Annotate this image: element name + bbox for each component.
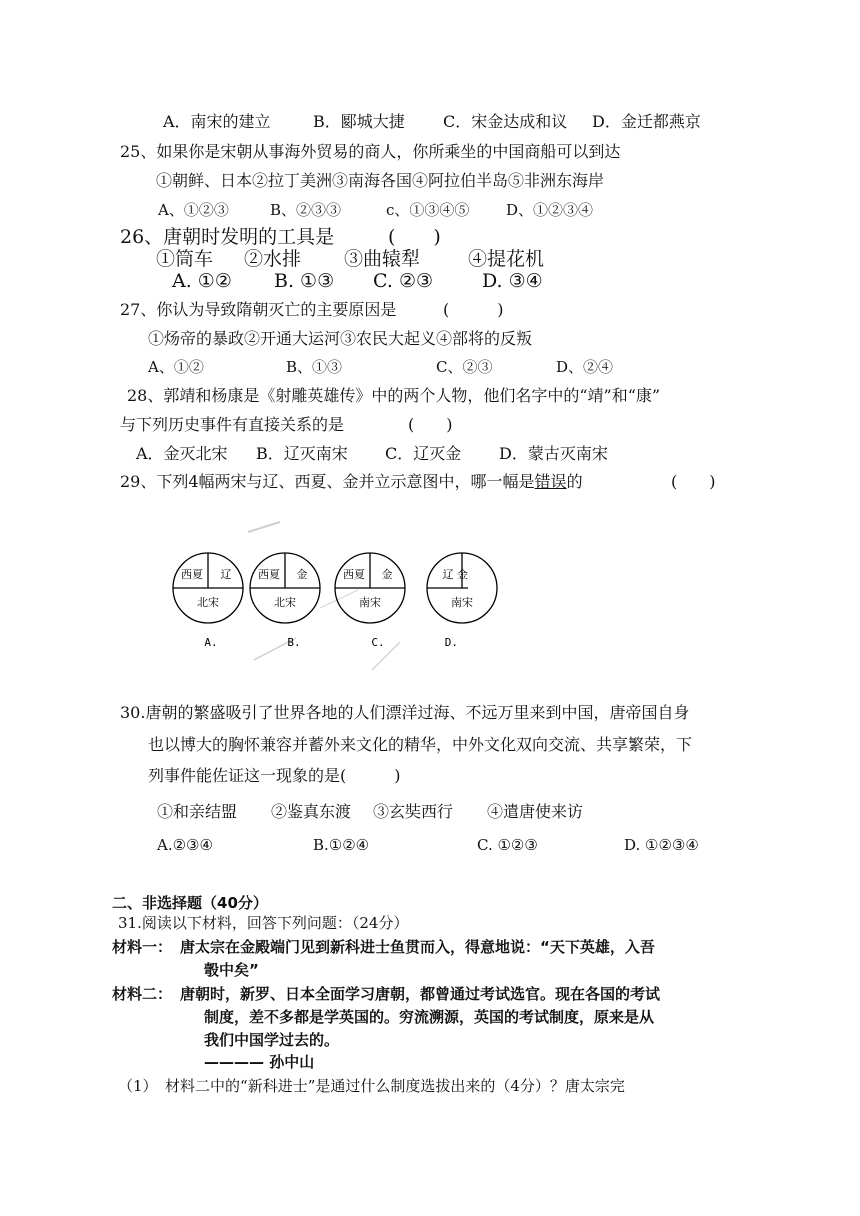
map-d-bottom: 南宋 <box>451 596 473 609</box>
q28-option-c: C．辽灭金 <box>385 444 462 463</box>
q30-text-2: 也以博大的胸怀兼容并蓄外来文化的精华，中外文化双向交流、共享繁荣，下 <box>148 735 693 754</box>
map-a <box>173 553 243 649</box>
map-d-top-left: 辽 <box>442 568 454 581</box>
q25-option-a: A、①②③ <box>158 201 229 219</box>
q28-stem-2: 与下列历史事件有直接关系的是 <box>120 415 345 434</box>
q25-option-b: B、②③③ <box>270 201 342 219</box>
q29-stem-b: 的 <box>566 472 583 491</box>
q30-option-b: B.①②④ <box>313 836 370 854</box>
material2-source: ———— 孙中山 <box>204 1053 315 1071</box>
q28-paren: ( ) <box>408 415 453 434</box>
q30-text-1: 30.唐朝的繁盛吸引了世界各地的人们漂洋过海、不远万里来到中国，唐帝国自身 <box>120 703 690 722</box>
material1-text-1: 唐太宗在金殿端门见到新科进士鱼贯而入，得意地说：“天下英雄，入吾 <box>180 938 655 956</box>
map-a-top-left: 西夏 <box>181 568 203 581</box>
q27-option-c: C、②③ <box>436 358 493 376</box>
q26-paren: ( ) <box>388 226 441 248</box>
material2-text-1: 唐朝时，新罗、日本全面学习唐朝，都曾通过考试选官。现在各国的考试 <box>180 985 661 1003</box>
map-a-bottom: 北宋 <box>197 596 219 609</box>
map-a-top-right: 辽 <box>220 568 232 581</box>
q26-item-3: ③曲辕犁 <box>344 248 421 270</box>
map-a-letter: A. <box>204 636 218 649</box>
q24-option-b: B．郾城大捷 <box>313 112 405 131</box>
q26-stem: 26、唐朝时发明的工具是 <box>120 226 335 248</box>
section2-heading: 二、非选择题（40分） <box>112 894 268 912</box>
q26-option-c: C. ②③ <box>373 270 434 292</box>
q28-option-b: B．辽灭南宋 <box>256 444 348 463</box>
map-d <box>427 553 497 649</box>
q31-sub1: （1） 材料二中的“新科进士”是通过什么制度选拔出来的（4分）？唐太宗完 <box>118 1077 625 1095</box>
q30-item-1: ①和亲结盟 <box>157 802 238 821</box>
map-b-top-left: 西夏 <box>258 568 280 581</box>
q24-option-c: C．宋金达成和议 <box>443 112 568 131</box>
q26-option-d: D. ③④ <box>482 270 543 292</box>
q29-stem-underlined: 错误 <box>534 472 567 491</box>
q26-option-b: B. ①③ <box>274 270 335 292</box>
q30-item-3: ③玄奘西行 <box>373 802 454 821</box>
map-d-top-right: 金 <box>457 568 468 581</box>
q27-paren: ( ) <box>443 300 504 319</box>
map-c-top-left: 西夏 <box>343 568 365 581</box>
q25-option-d: D、①②③④ <box>506 201 594 219</box>
q30-text-3: 列事件能佐证这一现象的是( ) <box>148 766 401 785</box>
q29-stem-a: 29、下列4幅两宋与辽、西夏、金并立示意图中，哪一幅是 <box>120 472 535 491</box>
q24-option-a: A．南宋的建立 <box>163 112 271 131</box>
q24-option-d: D．金迁都燕京 <box>592 112 701 131</box>
q28-option-a: A．金灭北宋 <box>136 444 228 463</box>
q30-option-a: A.②③④ <box>157 836 213 854</box>
material2-label: 材料二： <box>112 985 173 1003</box>
q27-option-b: B、①③ <box>286 358 343 376</box>
q26-item-1: ①筒车 <box>156 248 214 270</box>
q27-option-a: A、①② <box>148 358 204 376</box>
map-b <box>250 553 320 649</box>
q30-option-d: D. ①②③④ <box>624 836 699 854</box>
q26-item-4: ④提花机 <box>468 248 545 270</box>
q28-option-d: D．蒙古灭南宋 <box>499 444 608 463</box>
q25-option-c: c、①③④⑤ <box>386 201 470 219</box>
q29-stem <box>120 472 583 492</box>
map-d-letter: D. <box>444 636 458 649</box>
q25-stem: 25、如果你是宋朝从事海外贸易的商人，你所乘坐的中国商船可以到达 <box>120 142 621 161</box>
map-b-bottom: 北宋 <box>274 596 296 609</box>
material2-text-2: 制度，差不多都是学英国的。穷流溯源，英国的考试制度，原来是从 <box>204 1008 655 1026</box>
q25-items: ①朝鲜、日本②拉丁美洲③南海各国④阿拉伯半岛⑤非洲东海岸 <box>156 171 605 190</box>
map-b-letter: B. <box>287 636 301 649</box>
q29-map-figure <box>168 520 473 670</box>
q30-option-c: C. ①②③ <box>477 836 538 854</box>
q30-item-4: ④遣唐使来访 <box>487 802 584 821</box>
q27-stem: 27、你认为导致隋朝灭亡的主要原因是 <box>120 300 397 319</box>
map-c <box>335 553 405 649</box>
map-c-letter: C. <box>371 636 385 649</box>
q28-stem-1: 28、郭靖和杨康是《射雕英雄传》中的两个人物，他们名字中的“靖”和“康” <box>127 386 661 405</box>
material1-label: 材料一： <box>112 938 173 956</box>
map-b-top-right: 金 <box>296 568 308 581</box>
q29-paren: ( ) <box>671 472 716 491</box>
q26-item-2: ②水排 <box>244 248 302 270</box>
q30-item-2: ②鉴真东渡 <box>271 802 352 821</box>
map-c-bottom: 南宋 <box>359 596 381 609</box>
material1-text-2: 彀中矣” <box>204 961 259 979</box>
q27-items: ①炀帝的暴政②开通大运河③农民大起义④部将的反叛 <box>148 329 533 348</box>
map-c-top-right: 金 <box>381 568 393 581</box>
q27-option-d: D、②④ <box>556 358 614 376</box>
q26-option-a: A. ①② <box>172 270 232 292</box>
material2-text-3: 我们中国学过去的。 <box>204 1031 340 1049</box>
q31-text: 31.阅读以下材料，回答下列问题：（24分） <box>118 914 409 932</box>
